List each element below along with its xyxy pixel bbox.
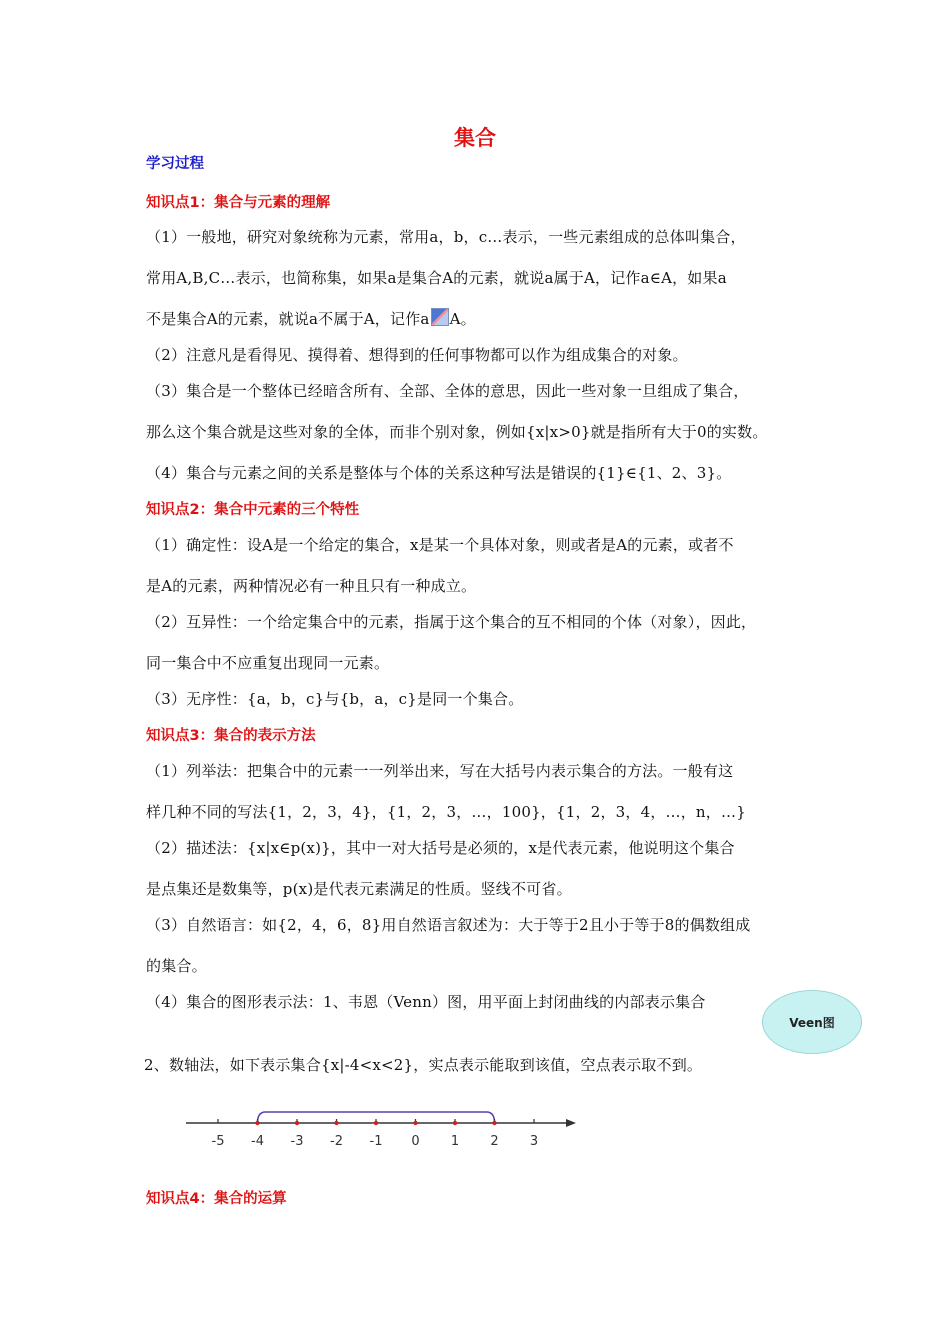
kp1-line-2: 常用A,B,C…表示，也简称集，如果a是集合A的元素，就说a属于A，记作a∈A，如果a xyxy=(146,269,727,287)
tick-label: -3 xyxy=(290,1134,304,1149)
venn-diagram-ellipse xyxy=(762,990,862,1054)
tick-label: 2 xyxy=(490,1134,499,1149)
kp3-line-7: （4）集合的图形表示法：1、韦恩（Venn）图，用平面上封闭曲线的内部表示集合 xyxy=(146,993,706,1011)
kp2-line-4: 同一集合中不应重复出现同一元素。 xyxy=(146,654,390,672)
point-marker xyxy=(374,1121,378,1125)
kp3-line-4: 是点集还是数集等，p(x)是代表元素满足的性质。竖线不可省。 xyxy=(146,880,572,898)
kp1-line-3a: 不是集合A的元素，就说a不属于A，记作a xyxy=(146,310,430,328)
tick-label: -4 xyxy=(251,1134,264,1149)
tick-label: 0 xyxy=(411,1134,420,1149)
tick-label: 1 xyxy=(450,1134,460,1149)
kp1-line-4: （2）注意凡是看得见、摸得着、想得到的任何事物都可以作为组成集合的对象。 xyxy=(146,346,688,364)
kp2-heading: 知识点2：集合中元素的三个特性 xyxy=(146,502,360,518)
kp2-line-3: （2）互异性：一个给定集合中的元素，指属于这个集合的互不相同的个体（对象），因此， xyxy=(146,613,757,631)
kp3-line-1: （1）列举法：把集合中的元素一一列举出来，写在大括号内表示集合的方法。一般有这 xyxy=(146,762,734,780)
kp3-heading: 知识点3：集合的表示方法 xyxy=(146,728,316,744)
kp3-line-2: 样几种不同的写法{1，2，3，4}，{1，2，3，…，100}，{1，2，3，4，…，n，…} xyxy=(146,803,746,821)
venn-label: Veen图 xyxy=(789,1015,835,1030)
kp3-line-6: 的集合。 xyxy=(146,957,207,975)
not-belong-symbol-icon xyxy=(431,308,449,326)
point-marker xyxy=(295,1121,299,1125)
kp3-line-5: （3）自然语言：如{2，4，6，8}用自然语言叙述为：大于等于2且小于等于8的偶数组成 xyxy=(146,916,751,934)
kp4-heading: 知识点4：集合的运算 xyxy=(146,1191,287,1207)
kp1-line-1: （1）一般地，研究对象统称为元素，常用a，b，c…表示，一些元素组成的总体叫集合， xyxy=(146,228,746,246)
kp3-line-8: 2、数轴法，如下表示集合{x|-4<x<2}，实点表示能取到该值，空点表示取不到。 xyxy=(144,1056,703,1074)
kp3-line-3: （2）描述法：{x|x∈p(x)}，其中一对大括号是必须的，x是代表元素，他说明这个集合 xyxy=(146,839,735,857)
section-heading: 学习过程 xyxy=(146,156,204,172)
number-line xyxy=(180,1108,580,1158)
point-marker xyxy=(413,1121,417,1125)
kp2-line-5: （3）无序性：{a，b，c}与{b，a，c}是同一个集合。 xyxy=(146,690,524,708)
tick-label: -2 xyxy=(330,1134,343,1149)
point-marker xyxy=(334,1121,338,1125)
kp1-line-5: （3）集合是一个整体已经暗含所有、全部、全体的意思，因此一些对象一旦组成了集合， xyxy=(146,382,749,400)
page-title: 集合 xyxy=(454,126,496,150)
kp1-heading: 知识点1：集合与元素的理解 xyxy=(146,195,331,211)
kp1-line-6: 那么这个集合就是这些对象的全体，而非个别对象，例如{x|x>0}就是指所有大于0的实数。 xyxy=(146,423,768,441)
arrow-right-icon xyxy=(566,1119,576,1127)
kp1-line-3 xyxy=(146,308,476,329)
tick-label: 3 xyxy=(529,1134,539,1149)
kp1-line-3b: A。 xyxy=(449,310,476,328)
point-marker xyxy=(255,1121,259,1125)
kp1-line-7: （4）集合与元素之间的关系是整体与个体的关系这种写法是错误的{1}∈{1、2、3}。 xyxy=(146,464,732,482)
tick-label: -1 xyxy=(369,1134,383,1149)
point-marker xyxy=(492,1121,496,1125)
tick-label: -5 xyxy=(211,1134,225,1149)
kp2-line-1: （1）确定性：设A是一个给定的集合，x是某一个具体对象，则或者是A的元素，或者不 xyxy=(146,536,734,554)
kp2-line-2: 是A的元素，两种情况必有一种且只有一种成立。 xyxy=(146,577,477,595)
point-marker xyxy=(453,1121,457,1125)
